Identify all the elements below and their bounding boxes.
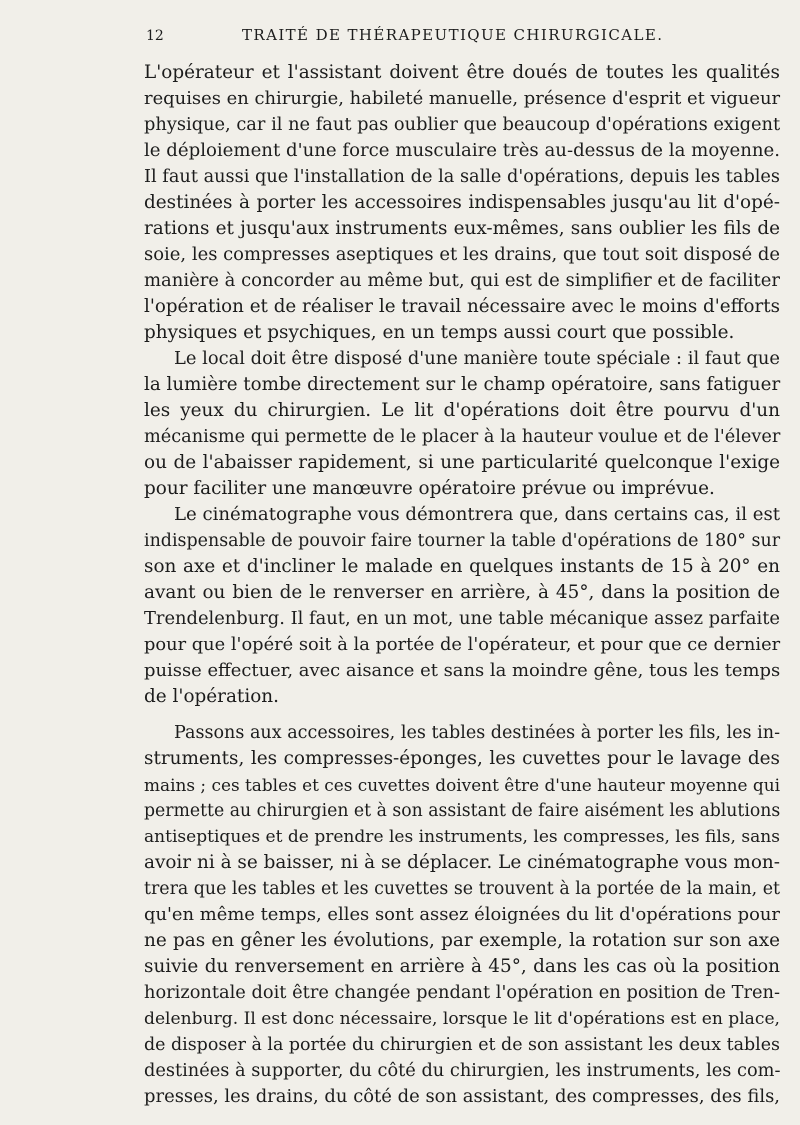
text-line: de l'opération.: [144, 686, 279, 707]
text-line: son axe et d'incliner le malade en quelques instants de 15 à 20° en: [144, 556, 780, 577]
running-title: TRAITÉ DE THÉRAPEUTIQUE CHIRURGICALE.: [242, 26, 664, 44]
text-line: puisse effectuer, avec aisance et sans la moindre gêne, tous les temps: [144, 660, 781, 681]
text-line: l'opération et de réaliser le travail nécessaire avec le moins d'efforts: [144, 296, 780, 317]
text-line: suivie du renversement en arrière à 45°, dans les cas où la position: [144, 956, 780, 977]
text-line: de disposer à la portée du chirurgien et de son assistant les deux tables: [144, 1035, 780, 1055]
text-line: rations et jusqu'aux instruments eux-mêmes, sans oublier les fils de: [144, 218, 780, 239]
text-line: les yeux du chirurgien. Le lit d'opérations doit être pourvu d'un: [144, 400, 780, 421]
text-line: mécanisme qui permette de le placer à la hauteur voulue et de l'élever: [144, 427, 781, 447]
running-header: [146, 22, 760, 52]
text-line: ne pas en gêner les évolutions, par exemple, la rotation sur son axe: [144, 930, 780, 951]
text-line: permette au chirurgien et à son assistant de faire aisément les ablutions: [144, 801, 781, 821]
text-line: Trendelenburg. Il faut, en un mot, une table mécanique assez parfaite: [144, 608, 780, 629]
text-line: antiseptiques et de prendre les instruments, les compresses, les fils, sans: [144, 827, 780, 847]
text-line: horizontale doit être changée pendant l'opération en position de Tren-: [144, 982, 780, 1003]
text-line: ou de l'abaisser rapidement, si une particularité quelconque l'exige: [144, 452, 780, 473]
text-line: mains ; ces tables et ces cuvettes doivent être d'une hauteur moyenne qui: [144, 775, 780, 795]
text-line: avoir ni à se baisser, ni à se déplacer. Le cinématographe vous mon-: [144, 852, 780, 873]
text-line: manière à concorder au même but, qui est de simplifier et de faciliter: [144, 270, 780, 291]
text-line: struments, les compresses-éponges, les cuvettes pour le lavage des: [144, 748, 780, 769]
text-line: Il faut aussi que l'installation de la salle d'opérations, depuis les tables: [144, 167, 780, 187]
text-line: Le cinématographe vous démontrera que, dans certains cas, il est: [174, 504, 781, 525]
text-line: qu'en même temps, elles sont assez éloignées du lit d'opérations pour: [144, 904, 780, 925]
text-line: physiques et psychiques, en un temps aussi court que possible.: [144, 322, 735, 343]
text-line: la lumière tombe directement sur le champ opératoire, sans fatiguer: [144, 374, 781, 395]
paragraph: [144, 346, 780, 502]
text-line: pour faciliter une manœuvre opératoire prévue ou imprévue.: [144, 478, 715, 499]
body-text: [144, 60, 780, 1110]
text-line: pour que l'opéré soit à la portée de l'opérateur, et pour que ce dernier: [144, 634, 781, 655]
text-line: presses, les drains, du côté de son assistant, des compresses, des fils,: [144, 1086, 780, 1107]
page-number: 12: [146, 28, 164, 44]
paragraph: [144, 502, 780, 710]
paragraph: [144, 60, 780, 346]
text-line: soie, les compresses aseptiques et les drains, que tout soit disposé de: [144, 244, 780, 265]
paragraph: [144, 720, 780, 1110]
text-line: indispensable de pouvoir faire tourner la table d'opérations de 180° sur: [144, 531, 781, 551]
text-line: destinées à porter les accessoires indispensables jusqu'au lit d'opé-: [144, 192, 780, 213]
text-line: delenburg. Il est donc nécessaire, lorsque le lit d'opérations est en place,: [144, 1009, 780, 1029]
text-line: destinées à supporter, du côté du chirurgien, les instruments, les com-: [144, 1061, 781, 1081]
text-line: avant ou bien de le renverser en arrière, à 45°, dans la position de: [144, 582, 780, 603]
text-line: physique, car il ne faut pas oublier que beaucoup d'opérations exigent: [144, 114, 781, 135]
text-line: le déploiement d'une force musculaire très au-dessus de la moyenne.: [144, 140, 780, 161]
text-line: trera que les tables et les cuvettes se trouvent à la portée de la main, et: [144, 879, 780, 899]
text-line: L'opérateur et l'assistant doivent être doués de toutes les qualités: [144, 62, 780, 83]
text-line: Passons aux accessoires, les tables destinées à porter les fils, les in-: [174, 723, 780, 743]
text-line: requises en chirurgie, habileté manuelle, présence d'esprit et vigueur: [144, 88, 781, 109]
paragraph-gap: [144, 710, 780, 720]
text-line: Le local doit être disposé d'une manière toute spéciale : il faut que: [174, 348, 780, 369]
